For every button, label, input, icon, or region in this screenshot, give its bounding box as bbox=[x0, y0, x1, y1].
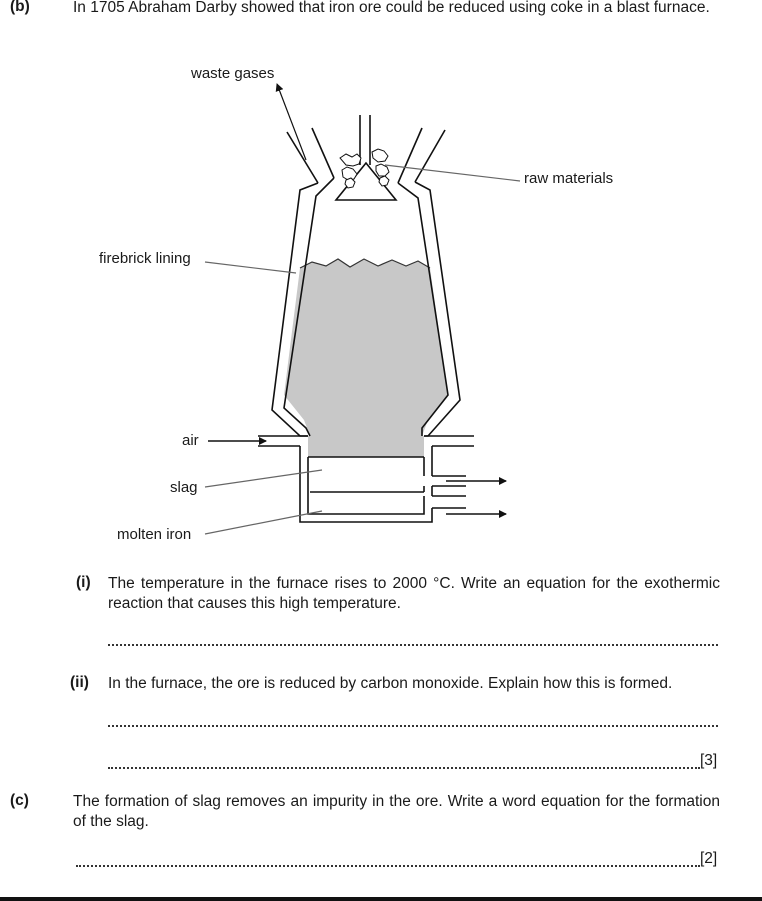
answer-line-b-ii-1[interactable] bbox=[108, 713, 718, 727]
waste-gases-arrow bbox=[277, 84, 306, 160]
raw-material-lumps bbox=[340, 149, 389, 188]
question-text-b: In 1705 Abraham Darby showed that iron ore could be reduced using coke in a blast furnace. bbox=[73, 0, 710, 16]
question-number-b: (b) bbox=[10, 0, 30, 15]
hearth-grey bbox=[308, 436, 424, 457]
answer-line-b-ii-2[interactable] bbox=[108, 755, 700, 769]
label-waste-gases: waste gases bbox=[191, 65, 275, 82]
question-number-b-ii: (ii) bbox=[70, 674, 89, 691]
question-number-b-i: (i) bbox=[76, 574, 91, 591]
raw-materials-leader bbox=[385, 165, 520, 181]
label-air: air bbox=[182, 432, 199, 449]
furnace-charge bbox=[284, 259, 448, 436]
label-slag: slag bbox=[170, 479, 198, 496]
answer-line-b-i[interactable] bbox=[108, 632, 718, 646]
question-text-c: The formation of slag removes an impurity in the ore. Write a word equation for the formation of the slag. bbox=[73, 793, 720, 830]
page-bottom-rule bbox=[0, 897, 762, 901]
marks-c: [2] bbox=[700, 850, 718, 867]
marks-b-ii: [3] bbox=[700, 752, 718, 769]
question-text-b-i: The temperature in the furnace rises to 2000 °C. Write an equation for the exothermic reaction that causes this high temperature. bbox=[108, 575, 720, 612]
answer-line-c[interactable] bbox=[76, 853, 700, 867]
question-text-b-ii: In the furnace, the ore is reduced by carbon monoxide. Explain how this is formed. bbox=[108, 675, 673, 692]
question-number-c: (c) bbox=[10, 792, 29, 809]
label-raw-materials: raw materials bbox=[524, 170, 614, 187]
firebrick-leader bbox=[205, 262, 296, 273]
label-molten-iron: molten iron bbox=[117, 526, 192, 543]
slag-leader bbox=[205, 470, 322, 487]
label-firebrick-lining: firebrick lining bbox=[99, 250, 191, 267]
